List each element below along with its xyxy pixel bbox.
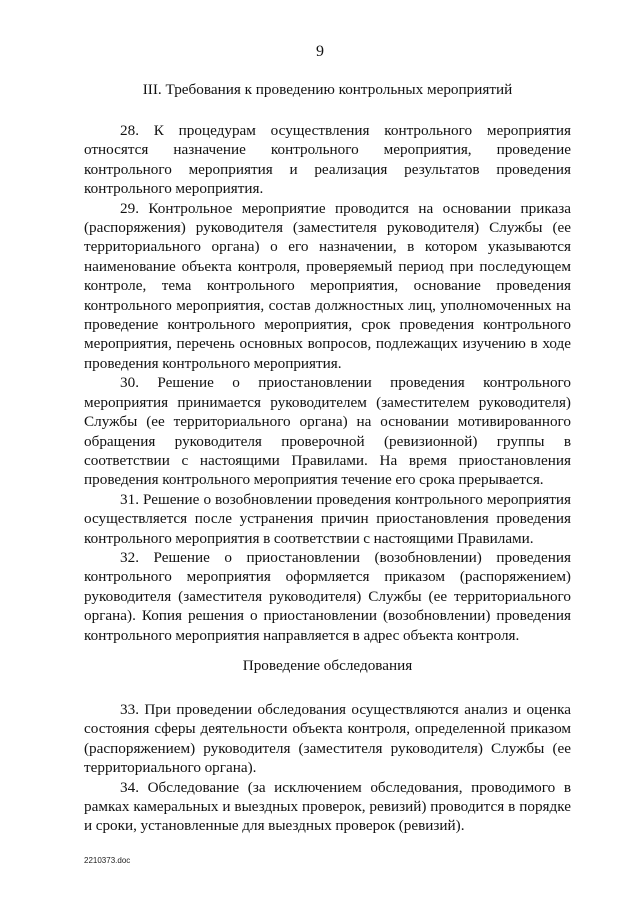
section-heading: III. Требования к проведению контрольных мероприятий [142, 81, 513, 98]
paragraph-31: 31. Решение о возобновлении проведения контрольного мероприятия осуществляется после устранения причин приостановления проведения контрольного мероприятия в соответствии с настоящими Правилами. [84, 490, 571, 547]
paragraph-34: 34. Обследование (за исключением обследования, проводимого в рамках камеральных и выездных проверок, ревизий) проводится в порядке и сроки, установленные для выездных проверок (ревизий). [84, 778, 571, 835]
paragraph-group-inspection [84, 700, 571, 836]
subsection-heading: Проведение обследования [242, 657, 413, 674]
paragraph-33: 33. При проведении обследования осуществляются анализ и оценка состояния сферы деятельности объекта контроля, определенной приказом (распоряжением) руководителя (заместителя руководителя) Службы (ее территориального органа). [84, 701, 571, 777]
page-number: 9 [316, 43, 324, 60]
paragraph-32: 32. Решение о приостановлении (возобновлении) проведения контрольного мероприятия оформляется приказом (распоряжением) руководителя (заместителя руководителя) Службы (ее территориального органа). Копия решения о приостановлении (возобновлении) проведения контрольного мероприятия направляется в адрес объекта контроля. [84, 548, 571, 644]
footer-document-code: 2210373.doc [84, 856, 131, 865]
paragraph-30: 30. Решение о приостановлении проведения контрольного мероприятия принимается руководителем (заместителем руководителя) Службы (ее территориального органа) на основании мотивированного обращения руководителя проверочной (ревизионной) группы в соответствии с настоящими Правилами. На время приостановления проведения контрольного мероприятия течение его срока прерывается. [84, 374, 571, 489]
paragraph-group-control-activities [84, 121, 571, 645]
paragraph-29: 29. Контрольное мероприятие проводится на основании приказа (распоряжения) руководителя (заместителя руководителя) Службы (ее территориального органа) о его назначении, в котором указываются наименование объекта контроля, проверяемый период при последующем контроле, тема контрольного мероприятия, основание проведения контрольного мероприятия, состав должностных лиц, уполномоченных на проведение контрольного мероприятия, срок проведения контрольного мероприятия, перечень основных вопросов, подлежащих изучению в ходе проведения контрольного мероприятия. [84, 199, 571, 372]
paragraph-28: 28. К процедурам осуществления контрольного мероприятия относятся назначение контрольного мероприятия, проведение контрольного мероприятия и реализация результатов проведения контрольного мероприятия. [84, 122, 571, 198]
